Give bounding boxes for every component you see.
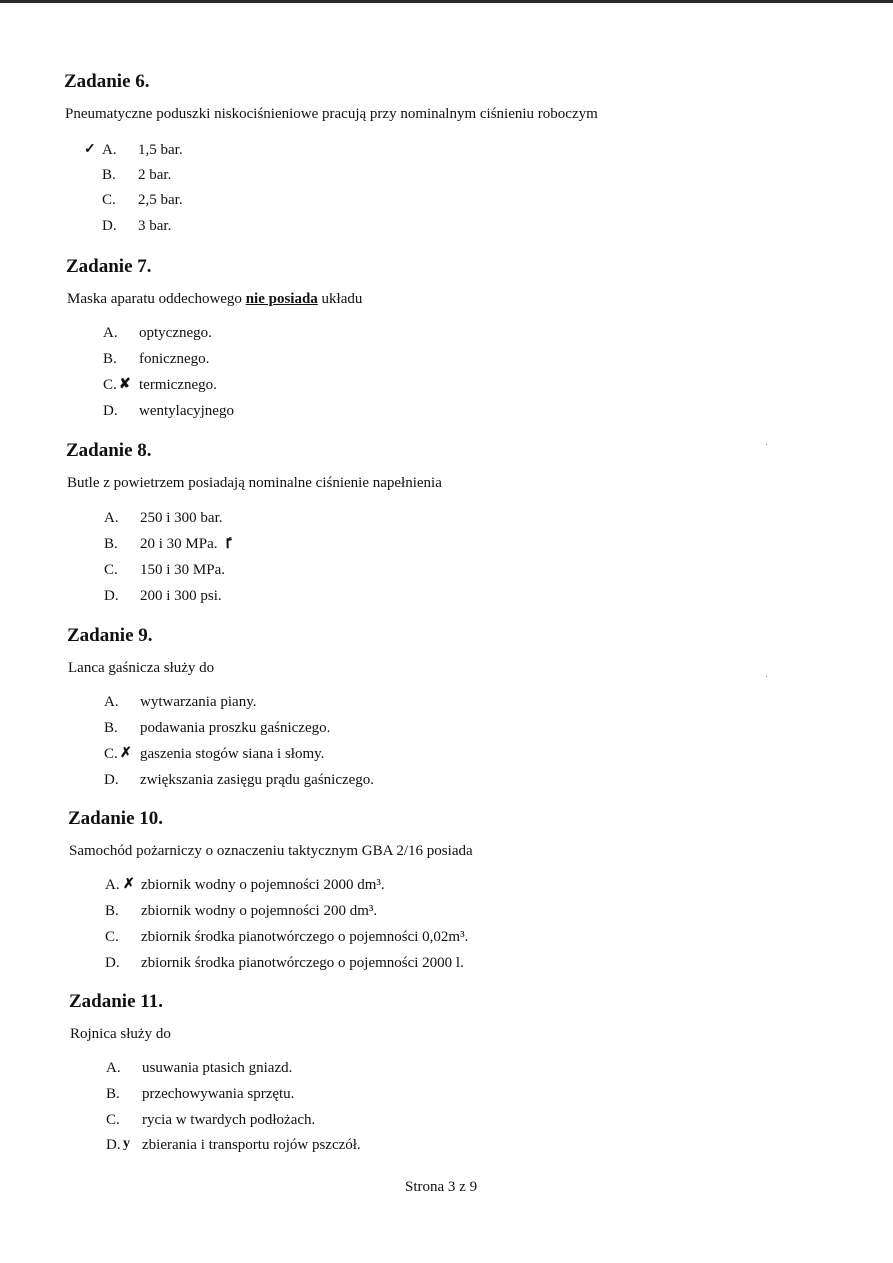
- option-letter: A.: [104, 694, 119, 710]
- option-letter: B.: [105, 903, 119, 919]
- top-border-line: [0, 0, 893, 3]
- cross-mark-icon: ✗: [123, 877, 135, 892]
- task-question: Butle z powietrzem posiadają nominalne ciśnienie napełnienia: [67, 475, 442, 491]
- option-text: 2 bar.: [138, 167, 172, 183]
- option-text: 3 bar.: [138, 218, 172, 234]
- option-text: 2,5 bar.: [138, 192, 183, 208]
- option-letter: D.: [105, 955, 120, 971]
- task-question: Samochód pożarniczy o oznaczeniu taktycznym GBA 2/16 posiada: [69, 843, 473, 859]
- option-letter: A.: [104, 510, 119, 526]
- option-text: zbiornik wodny o pojemności 2000 dm³.: [141, 877, 385, 893]
- option-letter: D.: [106, 1137, 121, 1153]
- option-letter: A.: [105, 877, 120, 893]
- question-emphasis: nie posiada: [245, 291, 318, 307]
- option-letter: B.: [104, 720, 118, 736]
- option-letter: B.: [102, 167, 116, 183]
- option-letter: A.: [103, 325, 118, 341]
- task-question: [67, 291, 362, 308]
- option-text-value: 20 i 30 MPa.: [140, 536, 218, 552]
- task-title: Zadanie 10.: [68, 808, 164, 829]
- task-title: Zadanie 7.: [66, 256, 152, 277]
- option-text: 250 i 300 bar.: [140, 510, 223, 526]
- option-text: zbiornik wodny o pojemności 200 dm³.: [141, 903, 378, 919]
- option-text: 150 i 30 MPa.: [140, 562, 226, 578]
- cross-mark-icon: ✗: [120, 746, 132, 761]
- question-text-end: układu: [321, 291, 363, 307]
- option-text: optycznego.: [139, 325, 212, 341]
- option-letter: D.: [104, 772, 119, 788]
- check-mark-icon: ٵ: [223, 537, 232, 552]
- option-letter: C.: [105, 929, 119, 945]
- task-title: Zadanie 6.: [64, 71, 150, 92]
- option-text: zbiornik środka pianotwórczego o pojemności 0,02m³.: [141, 929, 469, 945]
- checkmark-icon: ✓: [84, 142, 96, 157]
- task-title: Zadanie 11.: [69, 991, 163, 1012]
- option-letter: D.: [102, 218, 117, 234]
- option-text: usuwania ptasich gniazd.: [142, 1060, 293, 1076]
- task-question: Rojnica służy do: [70, 1026, 171, 1042]
- option-text: zbiornik środka pianotwórczego o pojemności 2000 l.: [141, 955, 464, 971]
- option-letter: D.: [103, 403, 118, 419]
- scan-speck: ·: [765, 440, 769, 451]
- option-text: rycia w twardych podłożach.: [142, 1112, 316, 1128]
- option-letter: C.: [104, 562, 118, 578]
- option-letter: B.: [104, 536, 118, 552]
- task-question: Lanca gaśnicza służy do: [68, 660, 215, 676]
- handwritten-mark-icon: y: [123, 1136, 130, 1151]
- option-text: 1,5 bar.: [138, 142, 183, 158]
- option-letter: B.: [106, 1086, 120, 1102]
- option-text: zbierania i transportu rojów pszczół.: [142, 1137, 361, 1153]
- option-text: zwiększania zasięgu prądu gaśniczego.: [140, 772, 375, 788]
- option-letter: A.: [102, 142, 117, 158]
- option-text: gaszenia stogów siana i słomy.: [140, 746, 325, 762]
- option-letter: C.: [103, 377, 117, 393]
- option-text: termicznego.: [139, 377, 217, 393]
- option-text: 200 i 300 psi.: [140, 588, 222, 604]
- cross-mark-icon: ✘: [119, 377, 131, 392]
- option-letter: B.: [103, 351, 117, 367]
- task-title: Zadanie 9.: [67, 625, 153, 646]
- option-text: wentylacyjnego: [139, 403, 234, 419]
- scan-speck: ·: [765, 672, 769, 683]
- question-text-start: Maska aparatu oddechowego: [67, 291, 242, 307]
- option-text: [140, 536, 232, 553]
- task-title: Zadanie 8.: [66, 440, 152, 461]
- option-letter: C.: [104, 746, 118, 762]
- task-question: Pneumatyczne poduszki niskociśnieniowe pracują przy nominalnym ciśnieniu roboczym: [65, 106, 598, 122]
- option-letter: C.: [106, 1112, 120, 1128]
- option-text: podawania proszku gaśniczego.: [140, 720, 331, 736]
- option-text: przechowywania sprzętu.: [142, 1086, 295, 1102]
- option-letter: C.: [102, 192, 116, 208]
- option-letter: A.: [106, 1060, 121, 1076]
- page-number: Strona 3 z 9: [405, 1179, 478, 1195]
- option-letter: D.: [104, 588, 119, 604]
- option-text: fonicznego.: [139, 351, 210, 367]
- option-text: wytwarzania piany.: [140, 694, 257, 710]
